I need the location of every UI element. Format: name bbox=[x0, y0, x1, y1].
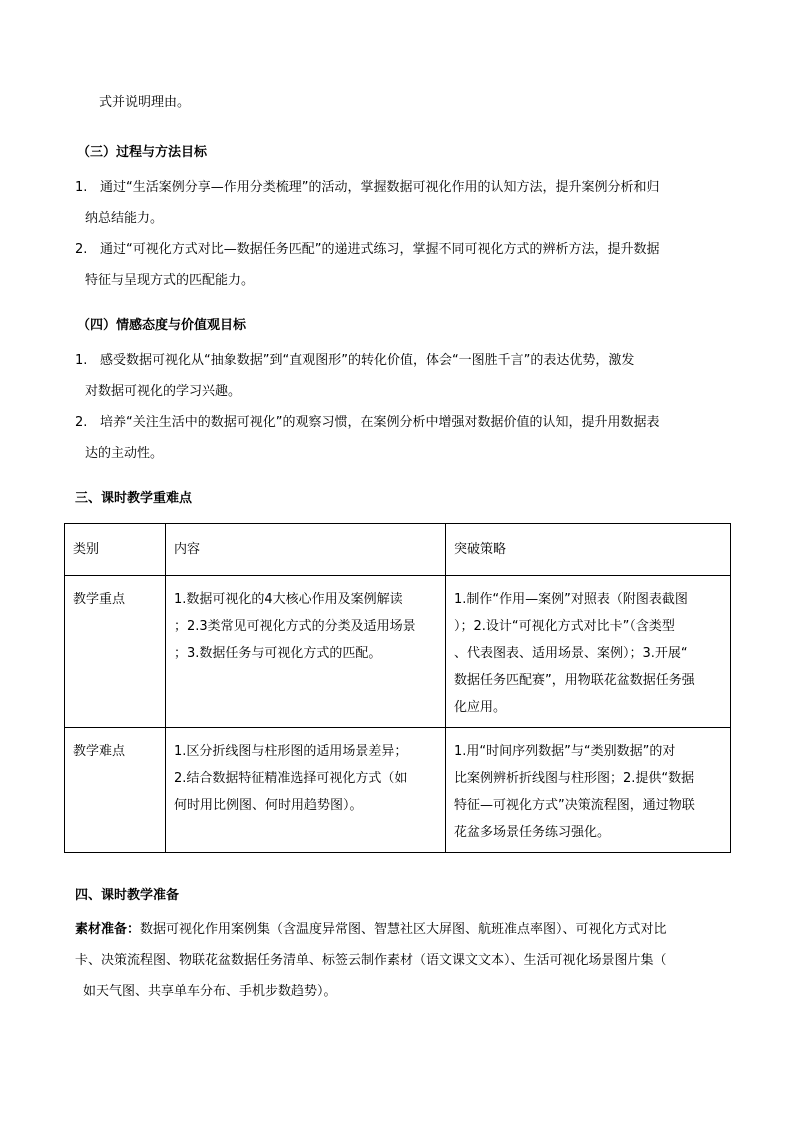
cell-line: ；3.数据任务与可视化方式的匹配。 bbox=[174, 646, 382, 661]
list-item bbox=[0, 407, 794, 469]
preparation-label: 素材准备： bbox=[75, 922, 141, 937]
category-cell: 教学重点 bbox=[65, 576, 166, 728]
section-heading-process-method: （三）过程与方法目标 bbox=[77, 145, 208, 160]
intro-tail-text: 式并说明理由。 bbox=[99, 95, 191, 110]
cell-line: 特征—可视化方式”决策流程图，通过物联 bbox=[454, 798, 695, 813]
table-row bbox=[65, 728, 731, 853]
content-cell bbox=[166, 576, 446, 728]
key-difficult-points-table bbox=[64, 523, 731, 853]
list-item-number: 1. bbox=[75, 353, 88, 368]
cell-line: 何时用比例图、何时用趋势图）。 bbox=[174, 798, 363, 813]
strategy-cell bbox=[446, 576, 731, 728]
cell-line: 数据任务匹配赛”，用物联花盆数据任务强 bbox=[454, 673, 695, 688]
preparation-text: 数据可视化作用案例集（含温度异常图、智慧社区大屏图、航班准点率图）、可视化方式对比 bbox=[140, 922, 667, 937]
list-item-text-line: 对数据可视化的学习兴趣。 bbox=[85, 384, 242, 399]
column-header-strategy: 突破策略 bbox=[446, 524, 731, 576]
cell-line: 比案例辨析折线图与柱形图；2.提供“数据 bbox=[454, 771, 695, 786]
cell-line: 1.用“时间序列数据”与“类别数据”的对 bbox=[454, 744, 676, 759]
preparation-line: 卡、决策流程图、物联花盆数据任务清单、标签云制作素材（语文课文文本）、生活可视化场景图片集（ bbox=[75, 953, 667, 968]
content-cell bbox=[166, 728, 446, 853]
cell-line: ）；2.设计“可视化方式对比卡”（含类型 bbox=[454, 619, 675, 634]
preparation-line bbox=[75, 914, 725, 945]
list-item-text-line: 特征与呈现方式的匹配能力。 bbox=[85, 273, 255, 288]
cell-line: 1.制作“作用—案例”对照表（附图表截图 bbox=[454, 592, 688, 607]
list-item bbox=[0, 345, 794, 407]
cell-line: 花盆多场景任务练习强化。 bbox=[454, 825, 611, 840]
cell-line: 化应用。 bbox=[454, 700, 507, 715]
list-item-text-line: 通过“可视化方式对比—数据任务匹配”的递进式练习，掌握不同可视化方式的辨析方法，提升数据 bbox=[100, 242, 660, 257]
cell-line: 2.结合数据特征精准选择可视化方式（如 bbox=[174, 771, 408, 786]
section-heading-preparation: 四、课时教学准备 bbox=[75, 888, 180, 903]
column-header-content: 内容 bbox=[166, 524, 446, 576]
list-item bbox=[0, 234, 794, 296]
list-item-number: 2. bbox=[75, 415, 88, 430]
list-item-text-line: 感受数据可视化从“抽象数据”到“直观图形”的转化价值，体会“一图胜千言”的表达优势，激发 bbox=[100, 353, 635, 368]
cell-line: 1.数据可视化的4大核心作用及案例解读 bbox=[174, 592, 403, 607]
cell-line: 、代表图表、适用场景、案例）；3.开展“ bbox=[454, 646, 688, 661]
list-item-number: 2. bbox=[75, 242, 88, 257]
list-item-number: 1. bbox=[75, 180, 88, 195]
category-cell: 教学难点 bbox=[65, 728, 166, 853]
column-header-category: 类别 bbox=[65, 524, 166, 576]
strategy-cell bbox=[446, 728, 731, 853]
cell-line: ；2.3类常见可视化方式的分类及适用场景 bbox=[174, 619, 416, 634]
list-item-text-line: 纳总结能力。 bbox=[85, 211, 164, 226]
list-item-text-line: 达的主动性。 bbox=[85, 446, 164, 461]
cell-line: 1.区分折线图与柱形图的适用场景差异； bbox=[174, 744, 408, 759]
list-item-text-line: 通过“生活案例分享—作用分类梳理”的活动，掌握数据可视化作用的认知方法，提升案例分析和归 bbox=[100, 180, 660, 195]
preparation-line: 如天气图、共享单车分布、手机步数趋势）。 bbox=[83, 984, 337, 999]
table-row bbox=[65, 576, 731, 728]
section-heading-attitude-values: （四）情感态度与价值观目标 bbox=[77, 318, 247, 333]
preparation-paragraph bbox=[75, 914, 725, 1007]
section-heading-key-difficult-points: 三、课时教学重难点 bbox=[75, 491, 193, 506]
list-item-text-line: 培养“关注生活中的数据可视化”的观察习惯，在案例分析中增强对数据价值的认知，提升用数据表 bbox=[100, 415, 660, 430]
list-item bbox=[0, 172, 794, 234]
table-header-row bbox=[65, 524, 731, 576]
